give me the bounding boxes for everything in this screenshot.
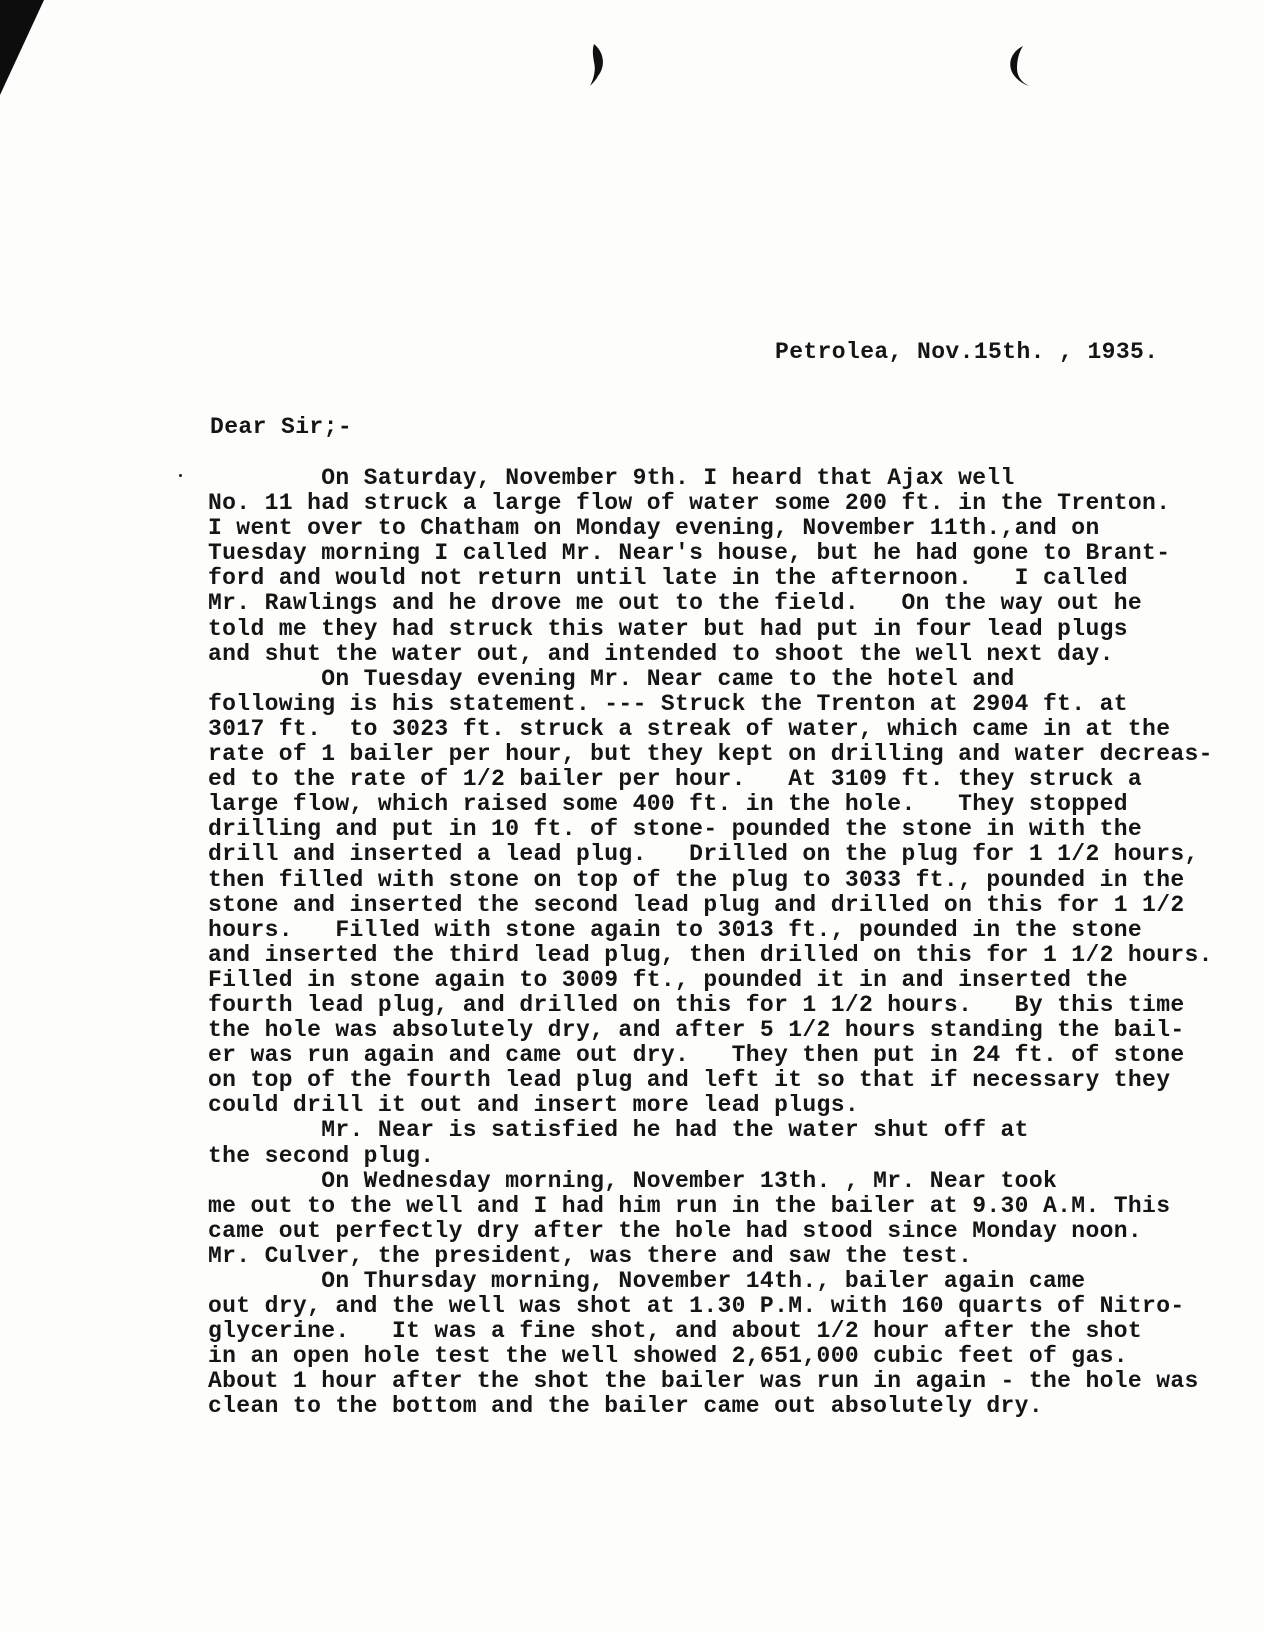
letter-line: the hole was absolutely dry, and after 5 1/2 hours standing the bail- (208, 1017, 1185, 1044)
letter-line: told me they had struck this water but had put in four lead plugs (208, 615, 1128, 642)
letter-line: rate of 1 bailer per hour, but they kept on drilling and water decreas- (208, 741, 1213, 768)
letter-line: On Thursday morning, November 14th., bailer again came (208, 1268, 1086, 1294)
letter-line: large flow, which raised some 400 ft. in the hole. They stopped (208, 791, 1128, 818)
letter-body (208, 466, 1253, 1420)
letter-line: the second plug. (208, 1142, 435, 1169)
letter-line: Mr. Rawlings and he drove me out to the field. On the way out he (208, 590, 1143, 617)
letter-line: fourth lead plug, and drilled on this for 1 1/2 hours. By this time (208, 991, 1185, 1018)
letter-line: On Tuesday evening Mr. Near came to the hotel and (208, 665, 1015, 692)
letter-line: came out perfectly dry after the hole had stood since Monday noon. (208, 1217, 1143, 1244)
corner-fold-shadow (0, 0, 44, 95)
letter-line: ed to the rate of 1/2 bailer per hour. At 3109 ft. they struck a (208, 766, 1143, 793)
letter-line: hours. Filled with stone again to 3013 ft., pounded in the stone (208, 916, 1143, 943)
binder-punch-mark-left (588, 42, 608, 88)
letter-line: Tuesday morning I called Mr. Near's house, but he had gone to Brant- (208, 540, 1171, 567)
letter-line: I went over to Chatham on Monday evening, November 11th.,and on (208, 515, 1100, 542)
letter-line: 3017 ft. to 3023 ft. struck a streak of water, which came in at the (208, 715, 1171, 742)
letter-line: No. 11 had struck a large flow of water some 200 ft. in the Trenton. (208, 490, 1171, 517)
letter-line: then filled with stone on top of the plug to 3033 ft., pounded in the (208, 866, 1185, 893)
letter-dateline: Petrolea, Nov.15th. , 1935. (775, 339, 1159, 365)
letter-line: Mr. Culver, the president, was there and saw the test. (208, 1242, 973, 1269)
letter-line: Mr. Near is satisfied he had the water shut off at (208, 1117, 1029, 1144)
letter-line: on top of the fourth lead plug and left it so that if necessary they (208, 1067, 1171, 1094)
letter-line: could drill it out and insert more lead plugs. (208, 1092, 860, 1119)
letter-line: On Saturday, November 9th. I heard that Ajax well (208, 465, 1015, 491)
letter-line: glycerine. It was a fine shot, and about 1/2 hour after the shot (208, 1318, 1143, 1345)
letter-line: and shut the water out, and intended to shoot the well next day. (208, 640, 1114, 667)
letter-line: drill and inserted a lead plug. Drilled on the plug for 1 1/2 hours, (208, 841, 1199, 868)
letter-line: About 1 hour after the shot the bailer was run in again - the hole was (208, 1368, 1199, 1395)
letter-salutation: Dear Sir;- (210, 414, 353, 440)
ink-speck (179, 474, 182, 477)
letter-line: clean to the bottom and the bailer came out absolutely dry. (208, 1393, 1043, 1420)
letter-line: me out to the well and I had him run in the bailer at 9.30 A.M. This (208, 1192, 1171, 1219)
letter-line: ford and would not return until late in the afternoon. I called (208, 565, 1128, 592)
letter-line: stone and inserted the second lead plug and drilled on this for 1 1/2 (208, 891, 1185, 918)
letter-line: On Wednesday morning, November 13th. , Mr. Near took (208, 1167, 1058, 1194)
letter-line: drilling and put in 10 ft. of stone- pounded the stone in with the (208, 816, 1143, 843)
letter-line: er was run again and came out dry. They then put in 24 ft. of stone (208, 1042, 1185, 1069)
letter-line: out dry, and the well was shot at 1.30 P.M. with 160 quarts of Nitro- (208, 1293, 1185, 1320)
letter-line: Filled in stone again to 3009 ft., pounded it in and inserted the (208, 966, 1128, 993)
letter-line: following is his statement. --- Struck the Trenton at 2904 ft. at (208, 690, 1128, 717)
letter-line: in an open hole test the well showed 2,651,000 cubic feet of gas. (208, 1343, 1128, 1370)
letter-line: and inserted the third lead plug, then drilled on this for 1 1/2 hours. (208, 941, 1213, 968)
binder-punch-mark-right (1001, 42, 1031, 88)
